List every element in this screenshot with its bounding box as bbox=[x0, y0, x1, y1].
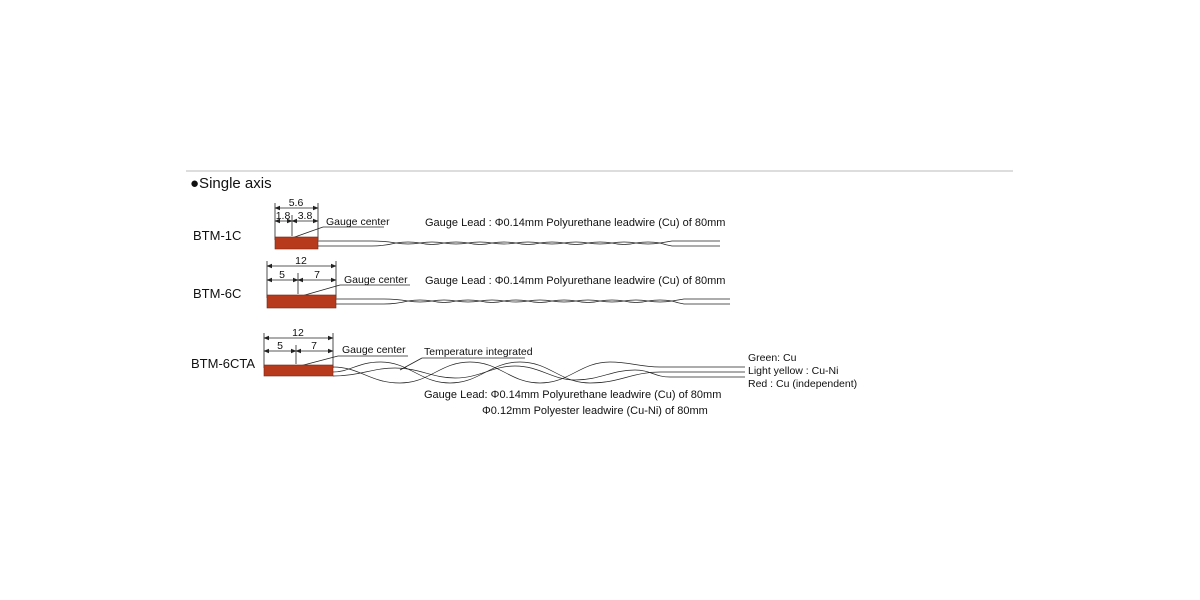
gauge-btm-6cta bbox=[191, 327, 857, 417]
dimension-total: 5.6 bbox=[288, 197, 304, 209]
gauge-btm-6c bbox=[193, 255, 730, 308]
gauge-center-label: Gauge center bbox=[326, 216, 390, 228]
lead-note: Gauge Lead : Φ0.14mm Polyurethane leadwire (Cu) of 80mm bbox=[425, 217, 726, 229]
dimension-right: 7 bbox=[311, 340, 317, 352]
dimension-right: 3.8 bbox=[297, 210, 313, 222]
wire-color-label: Red : Cu (independent) bbox=[748, 378, 858, 390]
dimension-right: 7 bbox=[314, 269, 320, 281]
gauge-center-label: Gauge center bbox=[344, 274, 408, 286]
model-label: BTM-6C bbox=[193, 286, 242, 301]
gauge-element bbox=[275, 237, 318, 249]
lead-note-line2: Φ0.12mm Polyester leadwire (Cu-Ni) of 80mm bbox=[482, 405, 708, 417]
wire-color-label: Light yellow : Cu-Ni bbox=[748, 365, 839, 377]
gauge-element bbox=[264, 365, 333, 376]
dimension-left: 1.8 bbox=[275, 210, 291, 222]
model-label: BTM-1C bbox=[193, 228, 242, 243]
lead-note-line1: Gauge Lead: Φ0.14mm Polyurethane leadwire (Cu) of 80mm bbox=[424, 389, 722, 401]
gauge-element bbox=[267, 295, 336, 308]
wire-color-label: Green: Cu bbox=[748, 352, 797, 364]
dimension-total: 12 bbox=[292, 327, 304, 339]
section-title: ●Single axis bbox=[190, 175, 272, 192]
lead-note: Gauge Lead : Φ0.14mm Polyurethane leadwire (Cu) of 80mm bbox=[425, 275, 726, 287]
model-label: BTM-6CTA bbox=[191, 356, 256, 371]
temperature-label: Temperature integrated bbox=[424, 346, 533, 358]
dimension-left: 5 bbox=[277, 340, 283, 352]
lead-wire-red bbox=[333, 366, 745, 380]
lead-wire-light-yellow bbox=[333, 362, 745, 383]
gauge-btm-1c bbox=[193, 197, 725, 249]
dimension-left: 5 bbox=[279, 269, 285, 281]
dimension-total: 12 bbox=[295, 255, 307, 267]
gauge-center-label: Gauge center bbox=[342, 344, 406, 356]
